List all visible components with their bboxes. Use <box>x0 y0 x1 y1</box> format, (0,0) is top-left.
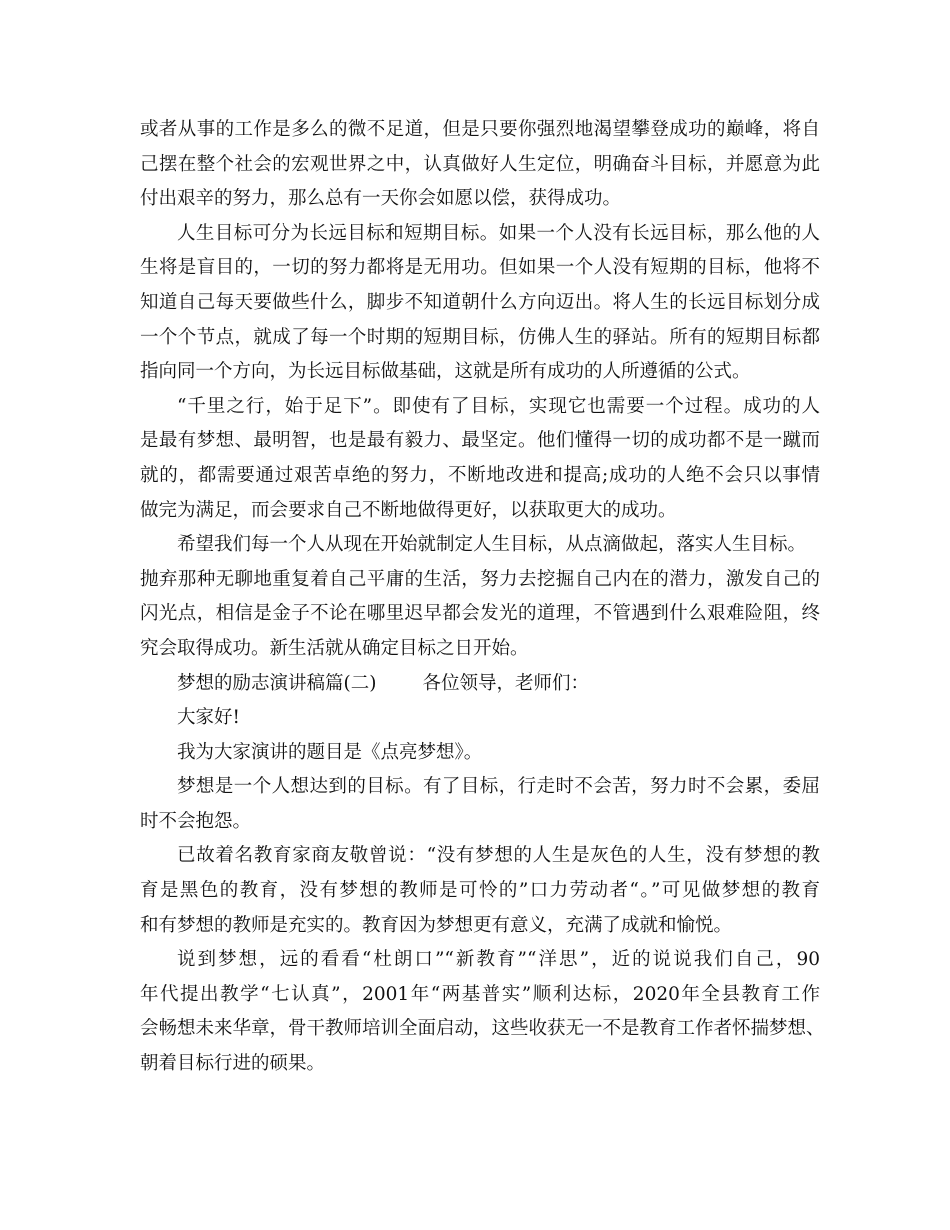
text-line: 是最有梦想、最明智，也是最有毅力、最坚定。他们懂得一切的成功都不是一蹴而 <box>140 430 820 452</box>
text-line: 朝着目标行进的硕果。 <box>140 1053 326 1075</box>
text-line: 付出艰辛的努力，那么总有一天你会如愿以偿，获得成功。 <box>140 188 622 210</box>
text-line: 闪光点，相信是金子不论在哪里迟早都会发光的道理，不管遇到什么艰难险阻，终 <box>140 603 820 625</box>
paragraph-3 <box>140 390 820 528</box>
text-line: 梦想是一个人想达到的目标。有了目标，行走时不会苦，努力时不会累，委屈 <box>177 776 820 798</box>
text-line: 时不会抱怨。 <box>140 810 252 832</box>
paragraph-2 <box>140 217 820 390</box>
text-line: 已故着名教育家商友敬曾说：“没有梦想的人生是灰色的人生，没有梦想的教 <box>177 845 820 867</box>
text-line: 或者从事的工作是多么的微不足道，但是只要你强烈地渴望攀登成功的巅峰，将自 <box>140 119 820 140</box>
text-line: 人生目标可分为长远目标和短期目标。如果一个人没有长远目标，那么他的人 <box>177 222 820 244</box>
speech-topic: 我为大家演讲的题目是《点亮梦想》。 <box>177 741 483 763</box>
text-line: 说到梦想，远的看看“杜朗口”“新教育”“洋思”，近的说说我们自己，90 <box>177 949 820 971</box>
salutation: 各位领导，老师们： <box>422 672 589 694</box>
paragraph-4 <box>140 528 820 666</box>
text-line: 做完为满足，而会要求自己不断地做得更好，以获取更大的成功。 <box>140 499 677 521</box>
text-line: 究会取得成功。新生活就从确定目标之日开始。 <box>140 637 529 659</box>
speech-heading <box>140 667 820 702</box>
text-line: 育是黑色的教育，没有梦想的教师是可怜的”口力劳动者“。”可见做梦想的教育 <box>140 880 820 902</box>
paragraph-5 <box>140 770 820 839</box>
speech-title: 梦想的励志演讲稿篇(二) <box>177 672 377 694</box>
paragraph-7 <box>140 943 825 1081</box>
text-line: 就的，都需要通过艰苦卓绝的努力，不断地改进和提高;成功的人绝不会只以事情 <box>140 464 820 486</box>
document-page <box>140 113 825 1082</box>
text-line: 己摆在整个社会的宏观世界之中，认真做好人生定位，明确奋斗目标，并愿意为此 <box>140 153 820 175</box>
text-line: 生将是盲目的，一切的努力都将是无用功。但如果一个人没有短期的目标，他将不 <box>140 257 820 279</box>
greeting: 大家好! <box>177 707 240 729</box>
paragraph-1 <box>140 113 820 217</box>
text-line: 一个个节点，就成了每一个时期的短期目标，仿佛人生的驿站。所有的短期目标都 <box>140 326 820 348</box>
text-line: 抛弃那种无聊地重复着自己平庸的生活，努力去挖掘自己内在的潜力，激发自己的 <box>140 568 820 590</box>
paragraph-6 <box>140 839 820 943</box>
text-line: 和有梦想的教师是充实的。教育因为梦想更有意义，充满了成就和愉悦。 <box>140 914 733 936</box>
text-line: 年代提出教学“七认真”，2001年“两基普实”顺利达标，2020年全县教育工作 <box>140 983 820 1005</box>
text-line: 知道自己每天要做些什么，脚步不知道朝什么方向迈出。将人生的长远目标划分成 <box>140 291 820 313</box>
text-line: 会畅想未来华章，骨干教师培训全面启动，这些收获无一不是教育工作者怀揣梦想、 <box>140 1018 825 1040</box>
text-line: “千里之行，始于足下”。即使有了目标，实现它也需要一个过程。成功的人 <box>177 395 820 417</box>
text-line: 希望我们每一个人从现在开始就制定人生目标，从点滴做起，落实人生目标。 <box>177 534 807 556</box>
text-line: 指向同一个方向，为长远目标做基础，这就是所有成功的人所遵循的公式。 <box>140 361 751 383</box>
